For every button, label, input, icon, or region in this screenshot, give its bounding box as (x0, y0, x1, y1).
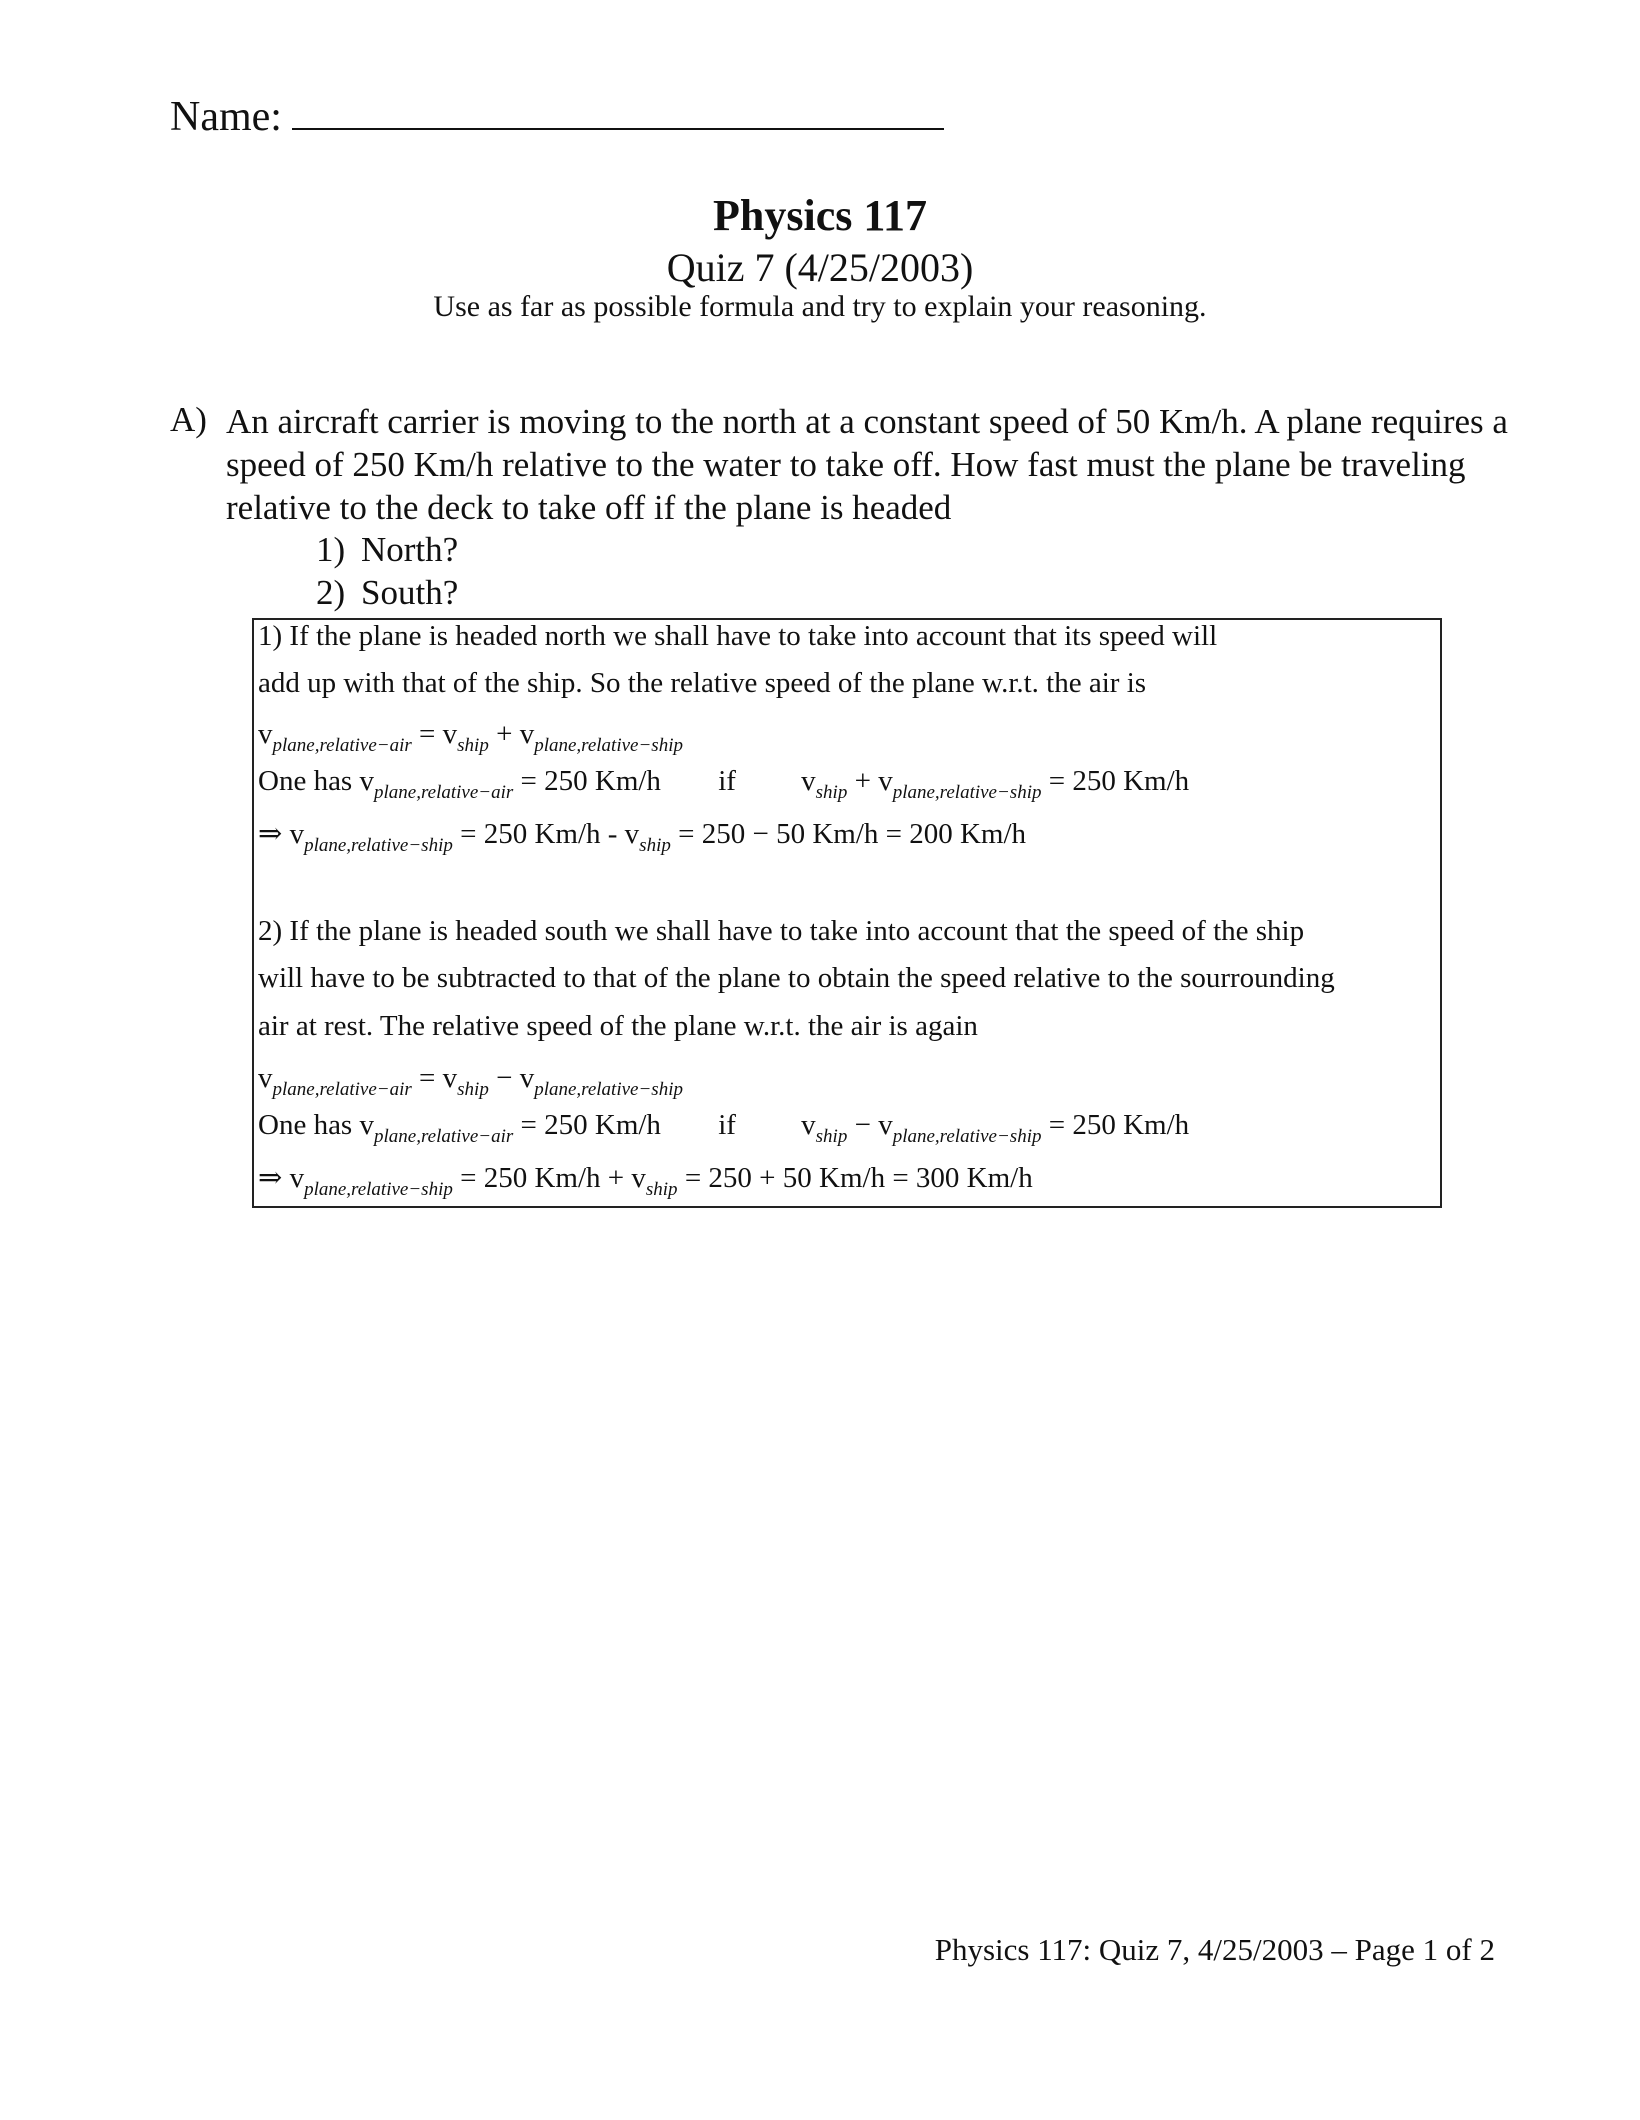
subscript: plane,relative−ship (534, 735, 683, 756)
name-blank-field[interactable] (292, 92, 944, 130)
v-symbol: v (359, 765, 374, 797)
subscript: plane,relative−ship (892, 782, 1042, 803)
answer1-line2: add up with that of the ship. So the relative speed of the plane w.r.t. the air is (258, 667, 1147, 699)
value: = 250 + 50 Km/h = 300 Km/h (684, 1162, 1033, 1194)
question-part-1 (316, 530, 458, 570)
operator: = (419, 1062, 436, 1094)
course-title: Physics 117 (713, 191, 927, 240)
answer1-equation3 (258, 816, 1026, 857)
v-symbol: v (801, 765, 816, 797)
value: = 250 Km/h (520, 765, 661, 797)
instructions: Use as far as possible formula and try to explain your reasoning. (433, 290, 1207, 323)
subscript: ship (645, 1179, 678, 1200)
subscript: ship (815, 782, 848, 803)
answer2-equation3 (258, 1160, 1033, 1201)
name-label: Name: (170, 94, 282, 140)
value: = 250 Km/h (520, 1109, 661, 1141)
subscript: plane,relative−air (272, 1079, 412, 1100)
answer1-equation1 (258, 718, 683, 757)
operator: + (496, 718, 513, 750)
v-symbol: v (878, 765, 893, 797)
v-symbol: v (519, 718, 535, 750)
operator: = (419, 718, 436, 750)
v-symbol: v (801, 1109, 816, 1141)
v-symbol: v (258, 718, 273, 750)
subscript: plane,relative−ship (304, 1179, 453, 1200)
one-has-text: One has (258, 765, 353, 797)
subscript: plane,relative−air (272, 735, 412, 756)
value: = 250 Km/h (1048, 765, 1190, 797)
implies-arrow: ⇒ (258, 1162, 283, 1194)
subscript: ship (639, 835, 671, 856)
v-symbol: v (258, 1062, 273, 1094)
page-footer: Physics 117: Quiz 7, 4/25/2003 – Page 1 of 2 (934, 1932, 1495, 1967)
value: = 250 Km/h + v (460, 1162, 646, 1194)
question-letter: A) (170, 400, 207, 439)
v-symbol: v (878, 1109, 893, 1141)
subscript: ship (457, 735, 489, 756)
answer2-equation1 (258, 1062, 683, 1101)
subscript: plane,relative−ship (534, 1079, 683, 1100)
part-number: 1) (316, 530, 346, 569)
operator: − (854, 1109, 871, 1141)
v-symbol: v (289, 818, 305, 850)
subscript: plane,relative−air (373, 782, 514, 803)
subscript: plane,relative−air (373, 1126, 514, 1147)
operator: − (496, 1062, 513, 1094)
answer2-line2: will have to be subtracted to that of the plane to obtain the speed relative to the sourrounding (258, 962, 1335, 994)
v-symbol: v (442, 718, 458, 750)
subscript: ship (457, 1079, 489, 1100)
part-label: South? (361, 573, 459, 612)
part-number: 2) (316, 573, 346, 612)
subscript: ship (815, 1126, 848, 1147)
one-has-text: One has (258, 1109, 353, 1141)
subscript: plane,relative−ship (304, 835, 453, 856)
v-symbol: v (359, 1109, 374, 1141)
value: = 250 Km/h - v (460, 818, 640, 850)
answer1-equation2 (258, 765, 1189, 804)
value: = 250 − 50 Km/h = 200 Km/h (678, 818, 1027, 850)
v-symbol: v (442, 1062, 458, 1094)
v-symbol: v (289, 1162, 305, 1194)
question-part-2 (316, 573, 458, 613)
quiz-title: Quiz 7 (4/25/2003) (666, 245, 974, 290)
implies-arrow: ⇒ (258, 818, 283, 850)
v-symbol: v (519, 1062, 535, 1094)
operator: + (854, 765, 871, 797)
if-word: if (718, 1109, 736, 1141)
name-line (170, 92, 944, 141)
answer2-equation2 (258, 1109, 1189, 1148)
answer1-line1: 1) If the plane is headed north we shall have to take into account that its speed will (258, 620, 1218, 652)
answer-box (252, 618, 1442, 1208)
if-word: if (718, 765, 736, 797)
answer2-line3: air at rest. The relative speed of the plane w.r.t. the air is again (258, 1010, 978, 1042)
question-text: An aircraft carrier is moving to the north at a constant speed of 50 Km/h. A plane requires a speed of 250 Km/h relative to the water to take off. How fast must the plane be traveling relative to the deck to take off if the plane is headed (226, 402, 1508, 527)
value: = 250 Km/h (1048, 1109, 1190, 1141)
part-label: North? (361, 530, 459, 569)
answer2-line1: 2) If the plane is headed south we shall have to take into account that the speed of the ship (258, 915, 1305, 947)
subscript: plane,relative−ship (892, 1126, 1042, 1147)
